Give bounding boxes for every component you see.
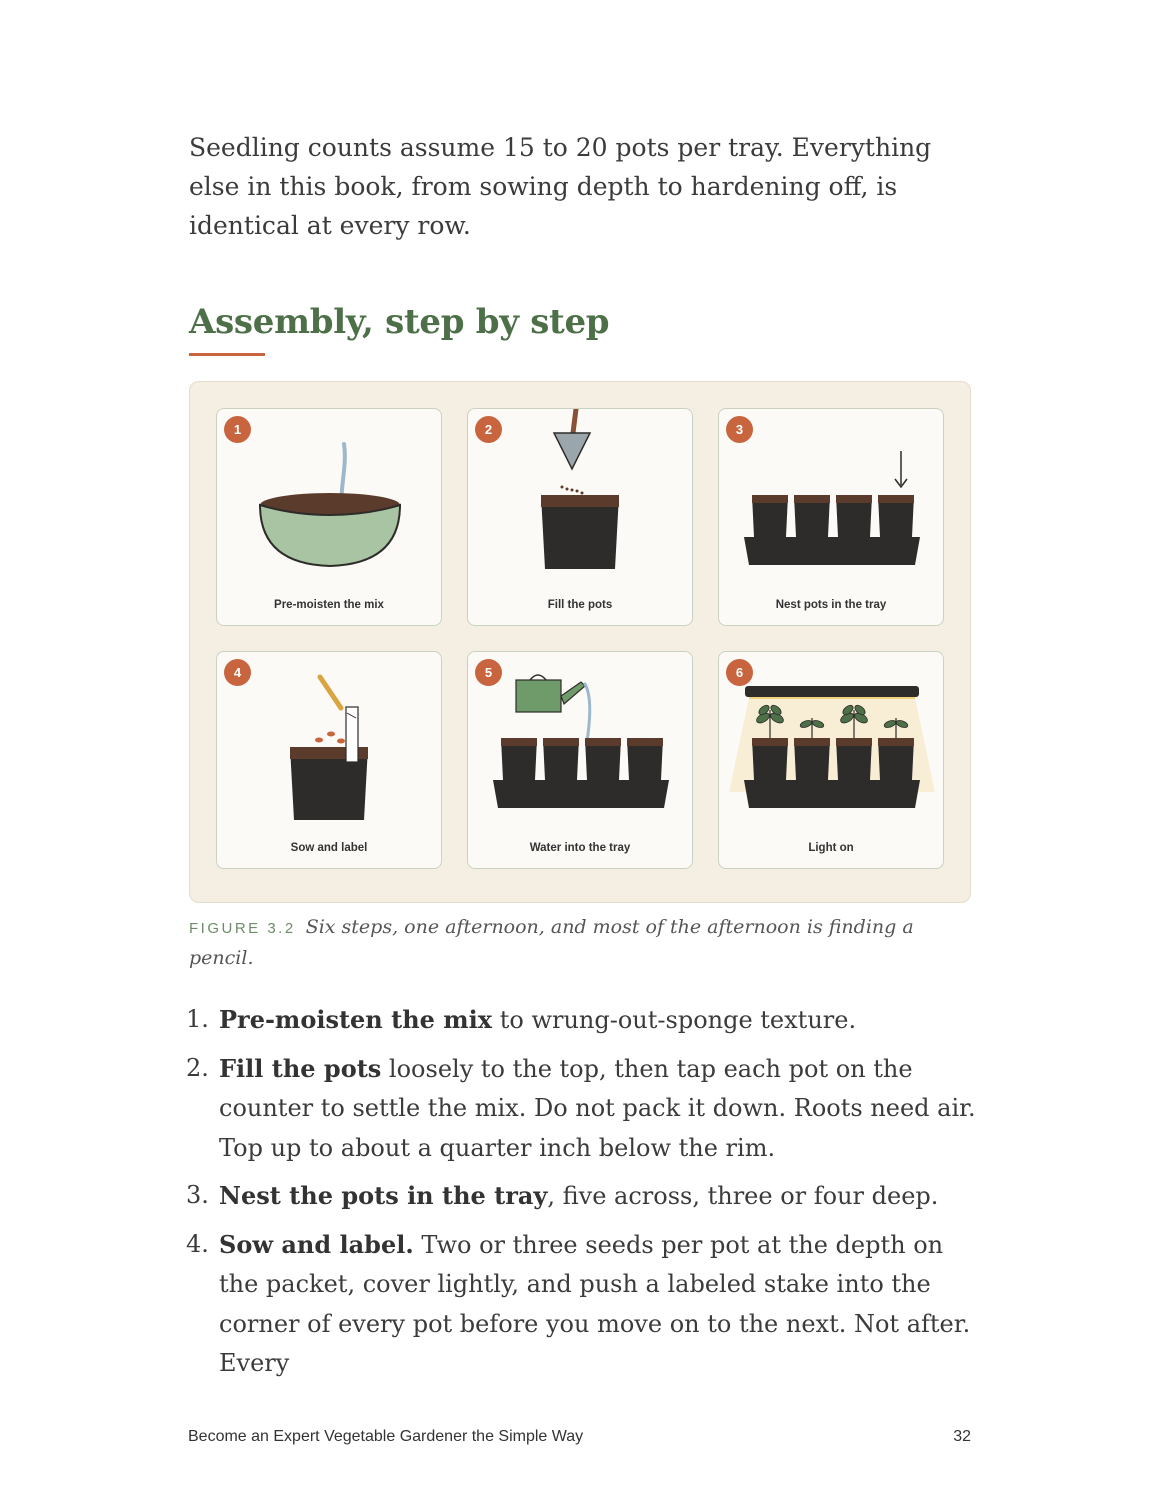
grow-light-icon — [719, 652, 944, 869]
step-badge: 4 — [224, 659, 251, 686]
list-item-text: Two or three seeds per pot at the depth on the packet, cover lightly, and push a labeled stake into the corner of every pot before you move on to the next. Not after. Every — [219, 1230, 971, 1377]
heading-underline — [189, 353, 265, 356]
step-badge: 2 — [475, 416, 502, 443]
tray-pots-icon — [719, 409, 944, 626]
step-label: Light on — [808, 842, 854, 854]
step-badge: 6 — [726, 659, 753, 686]
step-label: Fill the pots — [547, 599, 613, 611]
footer-book-title: Become an Expert Vegetable Gardener the Simple Way — [188, 1428, 584, 1445]
trowel-pot-icon — [468, 409, 693, 626]
list-item-text: to wrung-out-sponge texture. — [492, 1006, 857, 1034]
step-badge: 3 — [726, 416, 753, 443]
list-item — [186, 1225, 976, 1384]
step-card-5 — [467, 651, 693, 869]
list-number: 1. — [186, 1005, 209, 1033]
seed-label-icon — [217, 652, 442, 869]
step-card-4 — [216, 651, 442, 869]
list-number: 2. — [186, 1053, 209, 1082]
step-card-6 — [718, 651, 944, 869]
step-label: Pre-moisten the mix — [274, 599, 384, 611]
list-item-text: loosely to the top, then tap each pot on the counter to settle the mix. Do not pack it down. Roots need air. Top up to about a quarter inch below the rim. — [219, 1054, 976, 1162]
mixing-bowl-icon — [217, 409, 442, 626]
watering-can-icon — [468, 652, 693, 869]
step-label: Sow and label — [290, 842, 368, 854]
list-item — [186, 1049, 976, 1169]
list-item-lead: Sow and label. — [219, 1229, 414, 1259]
list-item-lead: Fill the pots — [219, 1053, 382, 1083]
page-number: 32 — [953, 1428, 971, 1445]
list-item-lead: Pre-moisten the mix — [219, 1005, 493, 1034]
figure-panel — [189, 381, 971, 903]
step-badge: 1 — [224, 416, 251, 443]
step-badge: 5 — [475, 659, 502, 686]
list-number: 4. — [186, 1229, 209, 1258]
list-item — [186, 1176, 976, 1217]
step-card-3 — [718, 408, 944, 626]
list-item-text: , five across, three or four deep. — [547, 1182, 939, 1210]
section-heading: Assembly, step by step — [189, 302, 610, 342]
figure-caption-text: Six steps, one afternoon, and most of the afternoon is finding a pencil. — [189, 916, 914, 969]
step-label: Water into the tray — [529, 842, 631, 854]
step-label: Nest pots in the tray — [775, 599, 887, 611]
step-card-1 — [216, 408, 442, 626]
list-item — [186, 1000, 976, 1041]
list-number: 3. — [186, 1181, 209, 1209]
instruction-list — [186, 1000, 976, 1392]
list-item-lead: Nest the pots in the tray — [219, 1181, 548, 1210]
intro-paragraph: Seedling counts assume 15 to 20 pots per tray. Everything else in this book, from sowing depth to hardening off, is identical at every row. — [189, 133, 932, 240]
step-card-2 — [467, 408, 693, 626]
figure-number: FIGURE 3.2 — [189, 920, 296, 937]
figure-caption — [189, 912, 949, 973]
